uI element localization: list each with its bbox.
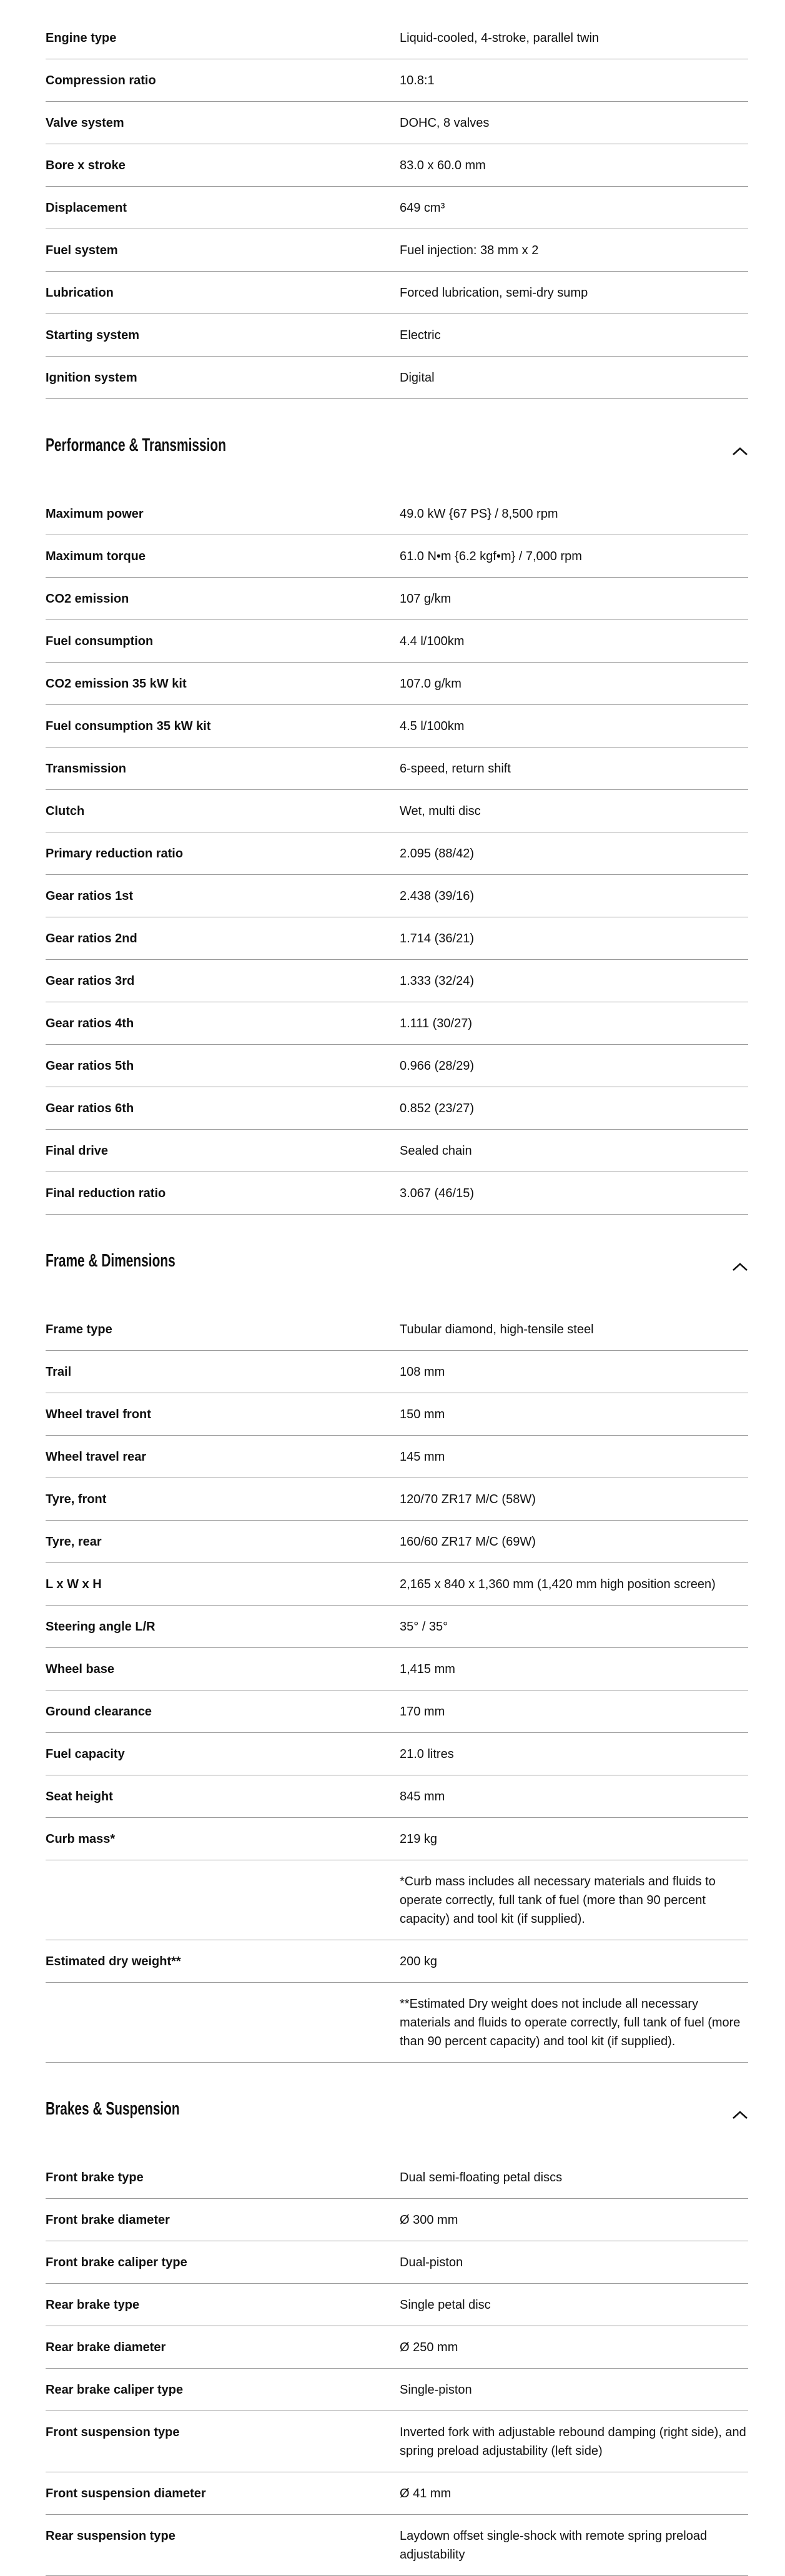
spec-value: 200 kg [400, 1955, 438, 1968]
spec-label: CO2 emission 35 kW kit [46, 677, 187, 691]
spec-label: Front brake caliper type [46, 2256, 187, 2269]
spec-row [46, 2241, 748, 2284]
spec-row [46, 2515, 748, 2576]
spec-value: 10.8:1 [400, 74, 435, 87]
spec-row [46, 357, 748, 399]
spec-section [46, 399, 748, 1215]
spec-row [46, 1393, 748, 1436]
spec-value: Single-piston [400, 2383, 472, 2397]
spec-row [46, 748, 748, 790]
spec-label: Gear ratios 3rd [46, 974, 135, 988]
spec-row [46, 875, 748, 917]
spec-value: 107 g/km [400, 592, 452, 606]
spec-label: Tyre, front [46, 1493, 107, 1506]
section-title: Frame & Dimensions [46, 1251, 175, 1271]
spec-row [46, 1940, 748, 1983]
section-header[interactable] [46, 2063, 748, 2156]
spec-row [46, 1818, 748, 1860]
spec-value: 35° / 35° [400, 1620, 448, 1634]
spec-label: Clutch [46, 804, 85, 818]
spec-row [46, 59, 748, 102]
spec-value: 120/70 ZR17 M/C (58W) [400, 1493, 536, 1506]
spec-row [46, 2199, 748, 2241]
spec-label: Curb mass* [46, 1832, 116, 1846]
spec-value: 61.0 N•m {6.2 kgf•m} / 7,000 rpm [400, 550, 582, 563]
spec-value: 4.5 l/100km [400, 719, 465, 733]
spec-row [46, 960, 748, 1002]
spec-value: 3.067 (46/15) [400, 1187, 474, 1200]
spec-label: Final drive [46, 1144, 109, 1158]
spec-value: 4.4 l/100km [400, 634, 465, 648]
spec-row [46, 1606, 748, 1648]
spec-value: Forced lubrication, semi-dry sump [400, 286, 588, 300]
spec-label: Gear ratios 5th [46, 1059, 134, 1073]
spec-row [46, 272, 748, 314]
spec-value: Inverted fork with adjustable rebound damping (right side), and spring preload adjustability (left side) [400, 2425, 746, 2458]
spec-label: Wheel base [46, 1662, 115, 1676]
spec-row [46, 144, 748, 187]
spec-value: Dual-piston [400, 2256, 463, 2269]
spec-row [46, 535, 748, 578]
spec-footnote-row [46, 1983, 748, 2063]
spec-label: CO2 emission [46, 592, 129, 606]
spec-row [46, 1351, 748, 1393]
chevron-up-icon[interactable] [732, 447, 748, 456]
spec-row [46, 578, 748, 620]
spec-value: 83.0 x 60.0 mm [400, 159, 486, 172]
spec-row [46, 1563, 748, 1606]
spec-label: Gear ratios 6th [46, 1102, 134, 1115]
spec-label: Wheel travel front [46, 1408, 151, 1421]
chevron-up-icon[interactable] [732, 1262, 748, 1272]
spec-row [46, 705, 748, 748]
spec-row [46, 2156, 748, 2199]
spec-label: Primary reduction ratio [46, 847, 184, 861]
spec-row [46, 1130, 748, 1172]
spec-row [46, 2369, 748, 2411]
spec-row [46, 17, 748, 59]
spec-row [46, 1478, 748, 1521]
spec-label: Rear suspension type [46, 2529, 175, 2543]
spec-label: Final reduction ratio [46, 1187, 166, 1200]
spec-label: Front brake type [46, 2171, 144, 2184]
spec-row [46, 2326, 748, 2369]
spec-label: Ignition system [46, 371, 137, 385]
spec-label: Trail [46, 1365, 72, 1379]
spec-label: L x W x H [46, 1577, 102, 1591]
spec-label: Starting system [46, 328, 140, 342]
spec-label: Front suspension diameter [46, 2487, 206, 2500]
spec-row [46, 1172, 748, 1215]
section-header[interactable] [46, 399, 748, 493]
spec-value: 145 mm [400, 1450, 445, 1464]
spec-label: Engine type [46, 31, 117, 45]
spec-label: Valve system [46, 116, 124, 130]
spec-label: Fuel consumption [46, 634, 154, 648]
spec-value: 649 cm³ [400, 201, 445, 215]
spec-label: Rear brake diameter [46, 2341, 166, 2354]
spec-section [46, 1215, 748, 2063]
spec-value: 2,165 x 840 x 1,360 mm (1,420 mm high position screen) [400, 1577, 716, 1591]
spec-row [46, 1690, 748, 1733]
spec-footnote-row [46, 1860, 748, 1940]
spec-value: 1.714 (36/21) [400, 932, 474, 945]
spec-row [46, 1436, 748, 1478]
spec-label: Gear ratios 2nd [46, 932, 137, 945]
spec-label: Steering angle L/R [46, 1620, 156, 1634]
spec-footnote: **Estimated Dry weight does not include all necessary materials and fluids to operate correctly, full tank of fuel (more than 90 percent capacity) and tool kit (if supplied). [400, 1997, 741, 2048]
spec-value: 150 mm [400, 1408, 445, 1421]
spec-row [46, 314, 748, 357]
chevron-up-icon[interactable] [732, 2110, 748, 2120]
spec-value: 1.333 (32/24) [400, 974, 474, 988]
spec-label: Maximum power [46, 507, 144, 521]
spec-row [46, 663, 748, 705]
spec-row [46, 620, 748, 663]
spec-value: 845 mm [400, 1790, 445, 1804]
spec-row [46, 1045, 748, 1087]
spec-section [46, 17, 748, 399]
spec-row [46, 1775, 748, 1818]
spec-footnote: *Curb mass includes all necessary materials and fluids to operate correctly, full tank of fuel (more than 90 percent capacity) and tool kit (if supplied). [400, 1875, 716, 1926]
spec-value: 160/60 ZR17 M/C (69W) [400, 1535, 536, 1549]
spec-row [46, 2472, 748, 2515]
spec-value: 108 mm [400, 1365, 445, 1379]
spec-row [46, 1733, 748, 1775]
spec-value: Electric [400, 328, 441, 342]
spec-label: Estimated dry weight** [46, 1955, 181, 1968]
spec-label: Frame type [46, 1323, 112, 1336]
spec-row [46, 1087, 748, 1130]
spec-value: Fuel injection: 38 mm x 2 [400, 244, 539, 257]
spec-label: Rear brake caliper type [46, 2383, 184, 2397]
spec-value: Laydown offset single-shock with remote spring preload adjustability [400, 2529, 708, 2562]
spec-label: Compression ratio [46, 74, 156, 87]
spec-label: Gear ratios 4th [46, 1017, 134, 1030]
spec-value: 0.852 (23/27) [400, 1102, 474, 1115]
spec-row [46, 2284, 748, 2326]
spec-value: 6-speed, return shift [400, 762, 511, 776]
spec-value: 1,415 mm [400, 1662, 455, 1676]
spec-row [46, 790, 748, 832]
spec-value: Tubular diamond, high-tensile steel [400, 1323, 594, 1336]
spec-value: Digital [400, 371, 435, 385]
spec-value: 21.0 litres [400, 1747, 454, 1761]
spec-label: Fuel capacity [46, 1747, 125, 1761]
spec-value: Single petal disc [400, 2298, 491, 2312]
spec-row [46, 832, 748, 875]
spec-value: Wet, multi disc [400, 804, 481, 818]
spec-value: DOHC, 8 valves [400, 116, 490, 130]
spec-label: Transmission [46, 762, 126, 776]
spec-value: Dual semi-floating petal discs [400, 2171, 563, 2184]
spec-value: 1.111 (30/27) [400, 1017, 473, 1030]
spec-row [46, 1648, 748, 1690]
spec-row [46, 102, 748, 144]
spec-value: 107.0 g/km [400, 677, 462, 691]
spec-row [46, 1002, 748, 1045]
spec-value: Liquid-cooled, 4-stroke, parallel twin [400, 31, 600, 45]
spec-value: Ø 300 mm [400, 2213, 458, 2227]
spec-row [46, 917, 748, 960]
spec-value: 219 kg [400, 1832, 438, 1846]
spec-row [46, 493, 748, 535]
spec-label: Front suspension type [46, 2425, 180, 2439]
spec-table [46, 17, 748, 2576]
spec-label: Rear brake type [46, 2298, 140, 2312]
spec-value: 0.966 (28/29) [400, 1059, 474, 1073]
spec-row [46, 1308, 748, 1351]
spec-value: 2.438 (39/16) [400, 889, 474, 903]
spec-label: Lubrication [46, 286, 114, 300]
spec-row [46, 229, 748, 272]
spec-value: 49.0 kW {67 PS} / 8,500 rpm [400, 507, 558, 521]
spec-label: Tyre, rear [46, 1535, 102, 1549]
spec-value: 2.095 (88/42) [400, 847, 474, 861]
spec-value: 170 mm [400, 1705, 445, 1719]
spec-label: Fuel system [46, 244, 118, 257]
spec-label: Front brake diameter [46, 2213, 170, 2227]
spec-row [46, 1521, 748, 1563]
spec-label: Seat height [46, 1790, 113, 1804]
spec-label: Wheel travel rear [46, 1450, 147, 1464]
section-title: Brakes & Suspension [46, 2099, 180, 2119]
spec-label: Fuel consumption 35 kW kit [46, 719, 211, 733]
spec-value: Ø 250 mm [400, 2341, 458, 2354]
spec-section [46, 2063, 748, 2576]
spec-label: Bore x stroke [46, 159, 126, 172]
spec-value: Sealed chain [400, 1144, 472, 1158]
spec-label: Ground clearance [46, 1705, 152, 1719]
spec-row [46, 2411, 748, 2472]
section-title: Performance & Transmission [46, 435, 226, 455]
spec-row [46, 187, 748, 229]
spec-label: Maximum torque [46, 550, 146, 563]
section-header[interactable] [46, 1215, 748, 1308]
spec-label: Gear ratios 1st [46, 889, 134, 903]
spec-value: Ø 41 mm [400, 2487, 452, 2500]
spec-label: Displacement [46, 201, 127, 215]
